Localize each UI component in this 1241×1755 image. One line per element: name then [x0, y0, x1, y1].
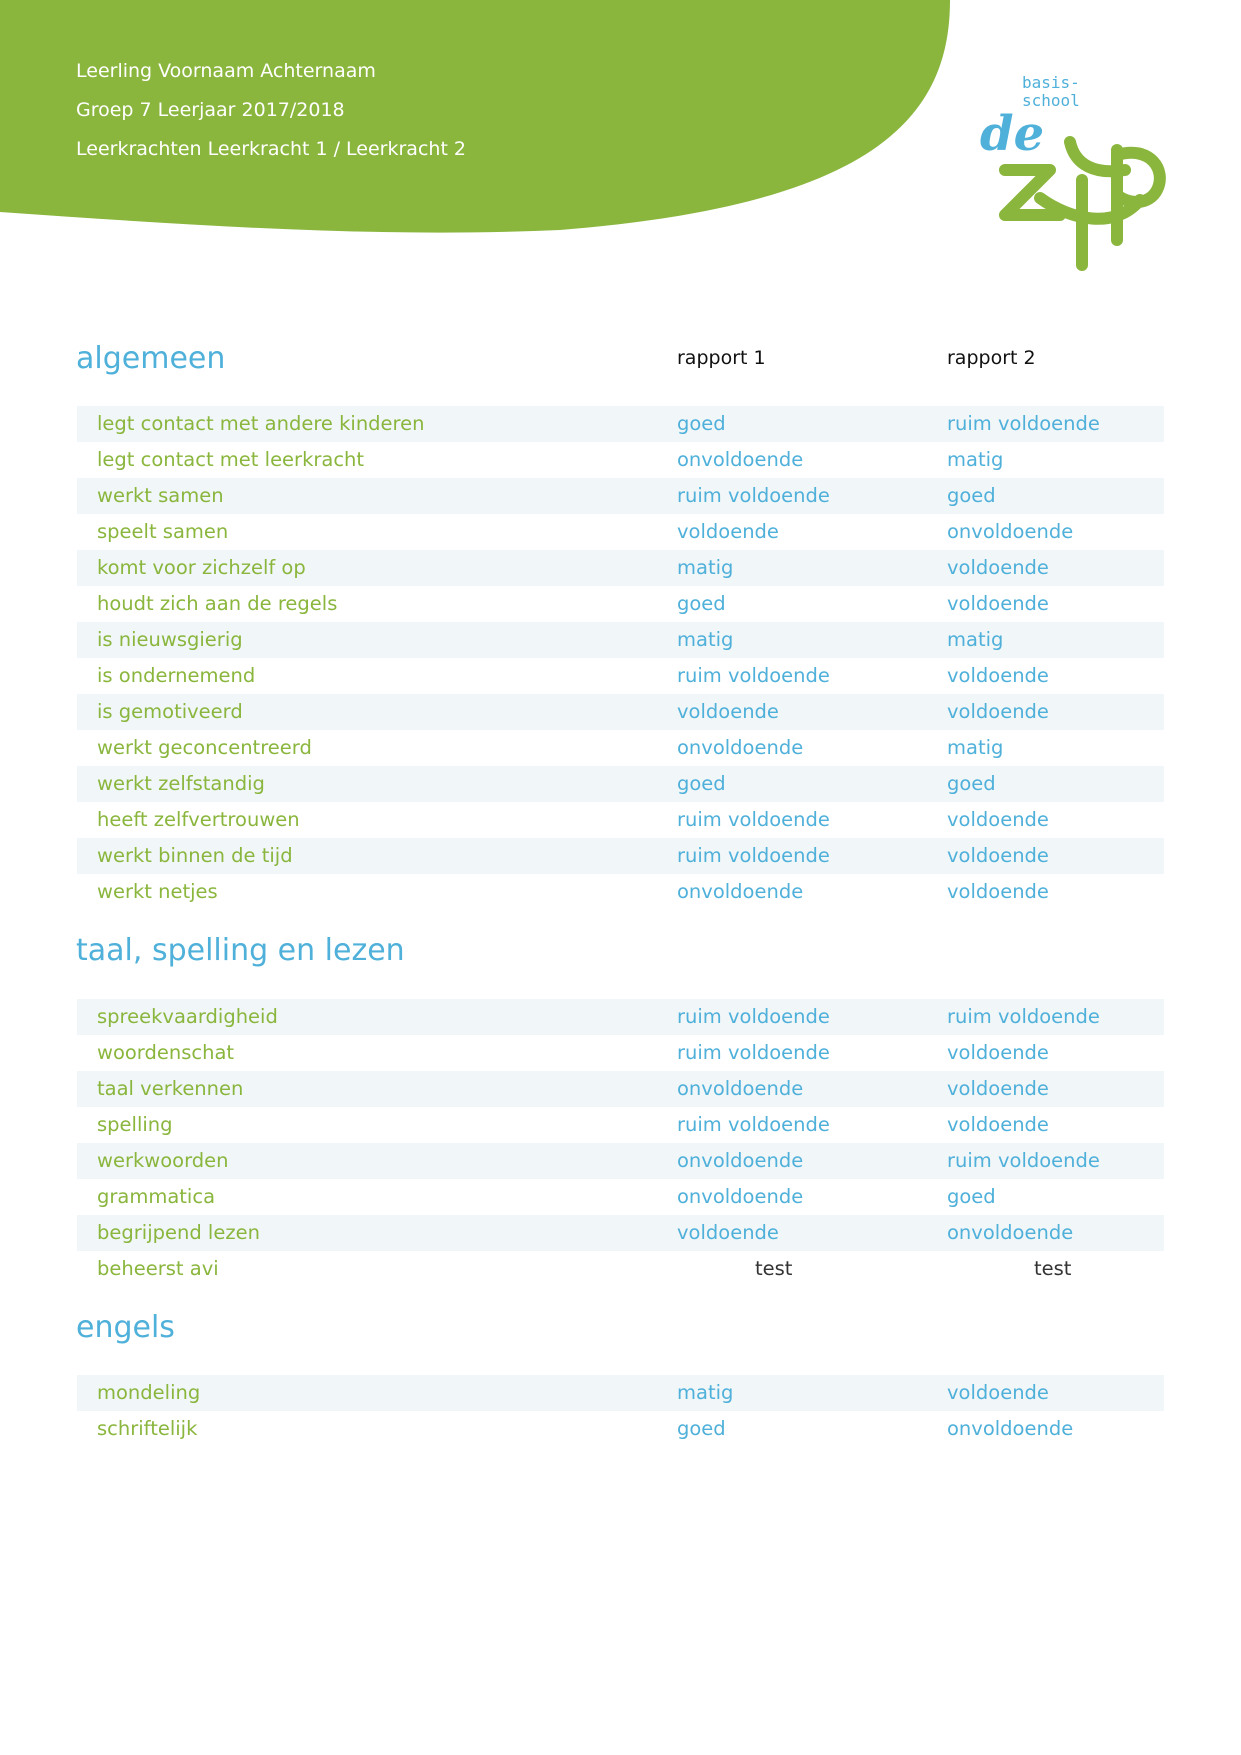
school-logo [975, 70, 1175, 280]
rapport-2-value: voldoende [947, 700, 1049, 723]
row-label: speelt samen [97, 520, 229, 543]
row-label: spreekvaardigheid [97, 1005, 278, 1028]
rapport-1-value: voldoende [677, 1221, 779, 1244]
table-row [77, 1179, 1164, 1215]
rapport-2-value: goed [947, 772, 996, 795]
rapport-1-value: ruim voldoende [677, 664, 830, 687]
row-label: schriftelijk [97, 1417, 198, 1440]
table-row [77, 658, 1164, 694]
row-label: heeft zelfvertrouwen [97, 808, 300, 831]
rapport-1-value: ruim voldoende [677, 1005, 830, 1028]
rapport-2-value: matig [947, 736, 1004, 759]
row-label: werkt geconcentreerd [97, 736, 312, 759]
rapport-1-value: test [755, 1257, 793, 1280]
rapport-1-value: matig [677, 556, 734, 579]
rapport-1-value: onvoldoende [677, 448, 804, 471]
logo-line1: basis- [1022, 73, 1080, 92]
rapport-1-value: voldoende [677, 700, 779, 723]
student-name: Leerling Voornaam Achternaam [76, 60, 376, 82]
table-row [77, 730, 1164, 766]
section-title-algemeen: algemeen [76, 341, 226, 376]
row-label: is ondernemend [97, 664, 256, 687]
table-row [77, 874, 1164, 910]
table-row [77, 802, 1164, 838]
rapport-1-value: ruim voldoende [677, 1041, 830, 1064]
section-title-engels: engels [76, 1310, 175, 1345]
row-label: woordenschat [97, 1041, 235, 1064]
rapport-2-value: goed [947, 1185, 996, 1208]
rapport-2-value: goed [947, 484, 996, 507]
table-row [77, 694, 1164, 730]
row-label: werkt zelfstandig [97, 772, 265, 795]
rapport-2-value: voldoende [947, 844, 1049, 867]
row-label: houdt zich aan de regels [97, 592, 338, 615]
rapport-1-value: matig [677, 1381, 734, 1404]
table-row [77, 442, 1164, 478]
table-row [77, 586, 1164, 622]
rapport-1-value: ruim voldoende [677, 484, 830, 507]
table-row [77, 478, 1164, 514]
group-year: Groep 7 Leerjaar 2017/2018 [76, 99, 345, 121]
table-engels [77, 1375, 1164, 1447]
rapport-2-value: test [1034, 1257, 1072, 1280]
table-row [77, 622, 1164, 658]
row-label: mondeling [97, 1381, 201, 1404]
table-algemeen [77, 406, 1164, 910]
rapport-1-value: ruim voldoende [677, 808, 830, 831]
row-label: spelling [97, 1113, 173, 1136]
rapport-2-value: voldoende [947, 556, 1049, 579]
table-row [77, 1071, 1164, 1107]
rapport-1-value: goed [677, 412, 726, 435]
rapport-2-value: voldoende [947, 880, 1049, 903]
rapport-1-value: onvoldoende [677, 1149, 804, 1172]
rapport-2-value: onvoldoende [947, 1417, 1074, 1440]
rapport-2-value: voldoende [947, 1077, 1049, 1100]
rapport-2-value: voldoende [947, 808, 1049, 831]
rapport-2-value: ruim voldoende [947, 1005, 1100, 1028]
table-row [77, 514, 1164, 550]
table-taal [77, 999, 1164, 1287]
header-info [76, 56, 466, 173]
row-label: werkt netjes [97, 880, 218, 903]
row-label: werkt binnen de tijd [97, 844, 293, 867]
section-title-taal: taal, spelling en lezen [76, 933, 405, 968]
rapport-2-value: onvoldoende [947, 520, 1074, 543]
row-label: is gemotiveerd [97, 700, 243, 723]
row-label: beheerst avi [97, 1257, 219, 1280]
table-row [77, 766, 1164, 802]
row-label: begrijpend lezen [97, 1221, 260, 1244]
row-label: werkt samen [97, 484, 224, 507]
row-label: legt contact met leerkracht [97, 448, 365, 471]
column-header-rapport-2: rapport 2 [947, 347, 1036, 369]
rapport-2-value: voldoende [947, 664, 1049, 687]
rapport-2-value: voldoende [947, 1041, 1049, 1064]
rapport-2-value: ruim voldoende [947, 1149, 1100, 1172]
logo-de: de [980, 106, 1045, 162]
table-row [77, 1375, 1164, 1411]
row-label: komt voor zichzelf op [97, 556, 306, 579]
rapport-1-value: goed [677, 592, 726, 615]
table-row [77, 550, 1164, 586]
table-row [77, 1143, 1164, 1179]
rapport-1-value: goed [677, 1417, 726, 1440]
rapport-1-value: ruim voldoende [677, 1113, 830, 1136]
row-label: taal verkennen [97, 1077, 244, 1100]
row-label: legt contact met andere kinderen [97, 412, 425, 435]
table-row [77, 838, 1164, 874]
rapport-1-value: onvoldoende [677, 1077, 804, 1100]
table-row [77, 1215, 1164, 1251]
rapport-2-value: matig [947, 448, 1004, 471]
rapport-2-value: voldoende [947, 1381, 1049, 1404]
rapport-1-value: onvoldoende [677, 736, 804, 759]
rapport-1-value: onvoldoende [677, 880, 804, 903]
rapport-1-value: onvoldoende [677, 1185, 804, 1208]
table-row [77, 406, 1164, 442]
table-row [77, 1035, 1164, 1071]
rapport-2-value: voldoende [947, 592, 1049, 615]
column-header-rapport-1: rapport 1 [677, 347, 766, 369]
rapport-1-value: ruim voldoende [677, 844, 830, 867]
table-row [77, 1251, 1164, 1287]
rapport-2-value: voldoende [947, 1113, 1049, 1136]
rapport-2-value: ruim voldoende [947, 412, 1100, 435]
logo-line2: school [1022, 91, 1080, 110]
table-row [77, 1107, 1164, 1143]
rapport-2-value: matig [947, 628, 1004, 651]
row-label: is nieuwsgierig [97, 628, 243, 651]
row-label: werkwoorden [97, 1149, 229, 1172]
table-row [77, 1411, 1164, 1447]
teachers: Leerkrachten Leerkracht 1 / Leerkracht 2 [76, 138, 467, 160]
rapport-1-value: goed [677, 772, 726, 795]
table-row [77, 999, 1164, 1035]
rapport-1-value: matig [677, 628, 734, 651]
rapport-2-value: onvoldoende [947, 1221, 1074, 1244]
row-label: grammatica [97, 1185, 216, 1208]
rapport-1-value: voldoende [677, 520, 779, 543]
